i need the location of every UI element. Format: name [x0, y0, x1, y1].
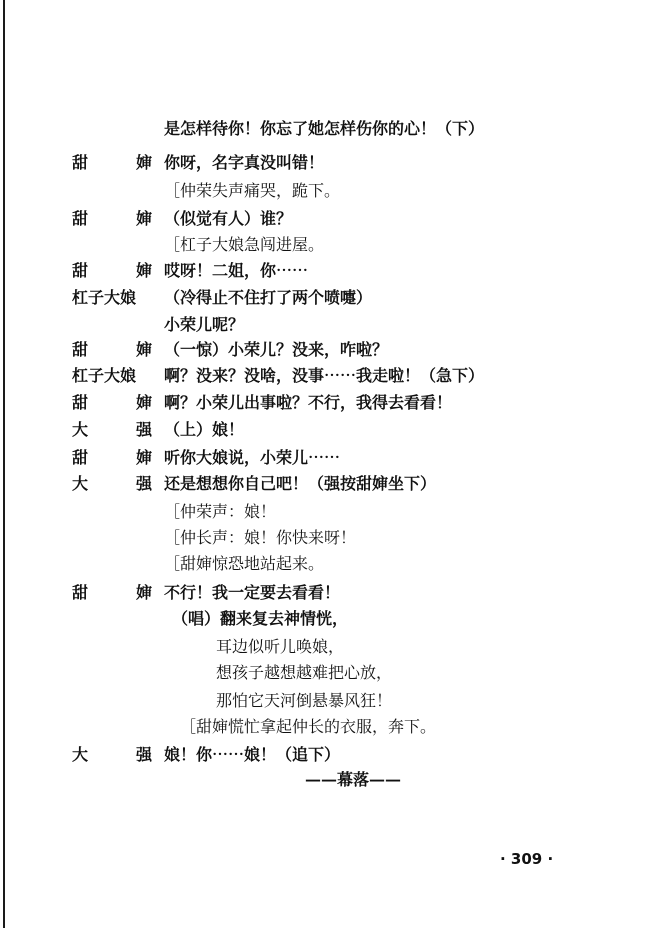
script-line: 你呀，名字真没叫错！ — [164, 153, 325, 172]
script-line: 娘！你⋯⋯娘！（追下） — [164, 745, 341, 764]
speaker-name-char: 甜 — [72, 209, 89, 228]
speaker-name-char: 婶 — [135, 393, 152, 412]
speaker-name-char: 婶 — [135, 261, 152, 280]
speaker-name — [72, 261, 152, 281]
speaker-name-char: 甜 — [72, 340, 89, 359]
page-number: · 309 · — [500, 850, 554, 868]
stage-direction: ［杠子大娘急闯进屋。 — [164, 235, 325, 254]
speaker-name-char: 大 — [72, 745, 89, 764]
stage-direction: ［仲荣失声痛哭，跪下。 — [164, 181, 341, 200]
script-line: 听你大娘说，小荣儿⋯⋯ — [164, 448, 341, 467]
song-line: （唱）翻来复去神情恍， — [172, 609, 349, 628]
speaker-name — [72, 474, 152, 494]
speaker-name-char: 甜 — [72, 153, 89, 172]
stage-direction: ［甜婶惊恐地站起来。 — [164, 554, 325, 573]
speaker-name: 杠子大娘 — [72, 288, 137, 307]
script-line: （一惊）小荣儿？没来，咋啦？ — [164, 340, 389, 359]
speaker-name-char: 甜 — [72, 448, 89, 467]
script-line: 还是想想你自己吧！（强按甜婶坐下） — [164, 474, 437, 493]
stage-direction: ［仲荣声：娘！ — [164, 502, 277, 521]
script-line: （上）娘！ — [164, 420, 245, 439]
speaker-name — [72, 153, 152, 173]
speaker-name-char: 甜 — [72, 583, 89, 602]
speaker-name-char: 大 — [72, 420, 89, 439]
speaker-name — [72, 393, 152, 413]
song-line: 那怕它天河倒悬暴风狂！ — [216, 691, 393, 710]
speaker-name — [72, 448, 152, 468]
speaker-name — [72, 583, 152, 603]
speaker-name-char: 婶 — [135, 340, 152, 359]
speaker-name-char: 婶 — [135, 153, 152, 172]
page-left-edge-rule — [3, 0, 5, 928]
script-line: 啊？没来？没啥，没事⋯⋯我走啦！（急下） — [164, 366, 485, 385]
stage-direction: ［仲长声：娘！你快来呀！ — [164, 528, 357, 547]
song-line: 想孩子越想越难把心放， — [216, 663, 393, 682]
speaker-name-char: 甜 — [72, 261, 89, 280]
script-line: 不行！我一定要去看看！ — [164, 583, 341, 602]
script-line: （似觉有人）谁？ — [164, 209, 293, 228]
script-line: 哎呀！二姐，你⋯⋯ — [164, 261, 309, 280]
curtain-falls-marker: ——幕落—— — [305, 770, 402, 789]
speaker-name-char: 婶 — [135, 583, 152, 602]
script-line: 小荣儿呢？ — [164, 315, 245, 334]
speaker-name-char: 婶 — [135, 448, 152, 467]
song-line: 耳边似听儿唤娘， — [216, 637, 345, 656]
speaker-name-char: 强 — [135, 745, 152, 764]
speaker-name-char: 强 — [135, 474, 152, 493]
speaker-name — [72, 420, 152, 440]
speaker-name-char: 大 — [72, 474, 89, 493]
speaker-name — [72, 745, 152, 765]
speaker-name: 杠子大娘 — [72, 366, 137, 385]
speaker-name-char: 强 — [135, 420, 152, 439]
speaker-name-char: 甜 — [72, 393, 89, 412]
speaker-name — [72, 209, 152, 229]
speaker-name-char: 婶 — [135, 209, 152, 228]
script-line: （冷得止不住打了两个喷嚏） — [164, 288, 373, 307]
speaker-name — [72, 340, 152, 360]
script-line: 是怎样待你！你忘了她怎样伤你的心！（下） — [164, 119, 485, 138]
script-line: 啊？小荣儿出事啦？不行，我得去看看！ — [164, 393, 453, 412]
stage-direction: ［甜婶慌忙拿起仲长的衣服，奔下。 — [180, 717, 437, 736]
